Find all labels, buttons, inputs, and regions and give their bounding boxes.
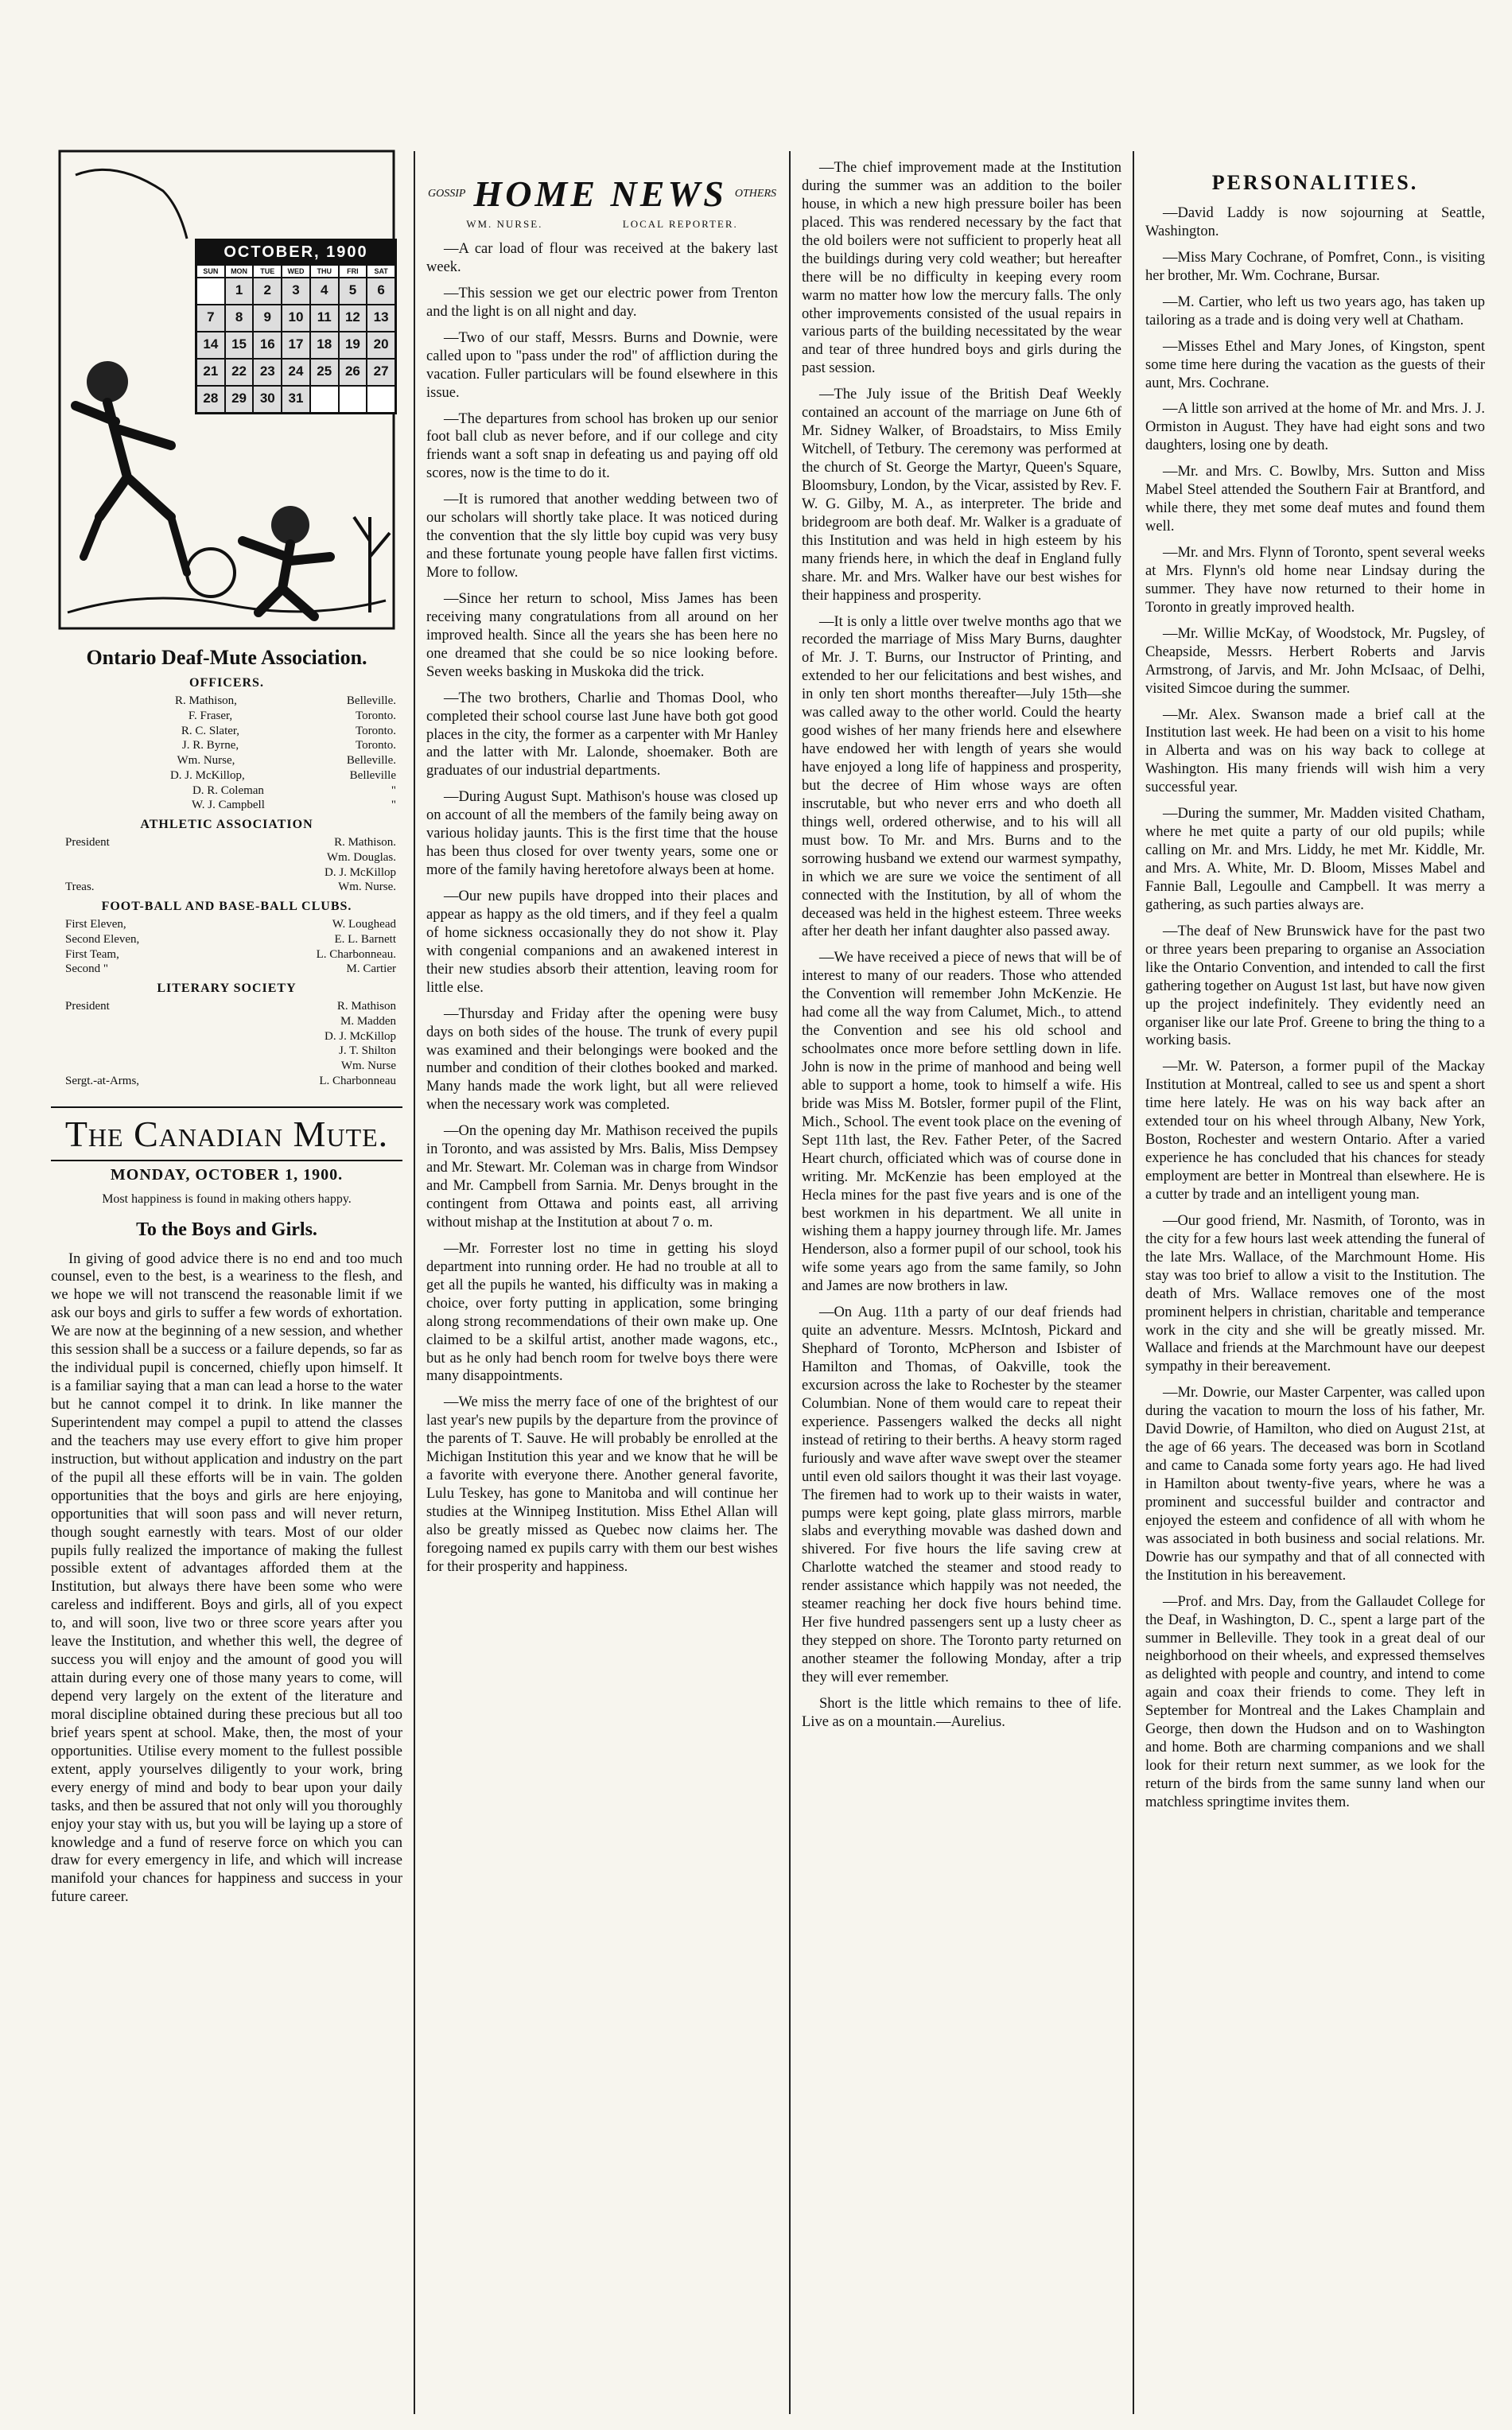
officer-role: President xyxy=(65,836,110,849)
officer-role: First Team, xyxy=(65,947,119,961)
calendar-day: 5 xyxy=(339,278,367,305)
calendar-day xyxy=(367,386,395,413)
news-item: —This session we get our electric power from Trenton and the light is on all night and day. xyxy=(426,285,778,320)
calendar-weekday: FRI xyxy=(339,265,367,278)
boys-girls-heading: To the Boys and Girls. xyxy=(136,1219,317,1240)
officer-name: R. Mathison, xyxy=(174,694,237,707)
editor-left: WM. NURSE. xyxy=(466,218,543,230)
officer-place: Toronto. xyxy=(355,739,396,752)
officer-row xyxy=(51,1059,402,1074)
officer-role: Second Eleven, xyxy=(65,932,140,946)
officer-row xyxy=(51,1074,402,1089)
news-item: —Mr. and Mrs. Flynn of Toronto, spent several weeks at Mrs. Flynn's old home near Lindsay during the summer. They have now returned to their home in Toronto in greatly improved health. xyxy=(1145,545,1485,616)
others-label: OTHERS xyxy=(734,187,777,200)
calendar-day: 15 xyxy=(225,332,254,359)
officer-name: M. Madden xyxy=(340,1014,396,1028)
officer-row xyxy=(51,835,402,850)
news-item: —The two brothers, Charlie and Thomas Dool, who completed their school course last June have both got good places in the city, the former as a carpenter with Mr Hanley and the latter with Mr. Lalonde, shoemaker. Both are graduates of our industrial departments. xyxy=(426,690,778,780)
baseball-heading: FOOT-BALL AND BASE-BALL CLUBS. xyxy=(101,900,352,913)
news-item: —M. Cartier, who left us two years ago, has taken up tailoring as a trade and is doing very well at Chatham. xyxy=(1145,294,1485,329)
calendar-day: 31 xyxy=(282,386,310,413)
column-4 xyxy=(1134,171,1496,2414)
calendar-day: 16 xyxy=(253,332,282,359)
calendar-day xyxy=(196,278,225,305)
officer-name: Wm. Douglas. xyxy=(326,850,396,864)
officer-place: " xyxy=(391,783,396,797)
officer-name: W. J. Campbell xyxy=(191,799,265,812)
officer-place: Belleville. xyxy=(346,754,396,767)
calendar-day: 12 xyxy=(339,305,367,332)
officer-row xyxy=(51,694,402,709)
calendar-day: 2 xyxy=(253,278,282,305)
column-1 xyxy=(40,143,414,2414)
personalities-heading: PERSONALITIES. xyxy=(1211,171,1419,194)
calendar-day xyxy=(310,386,339,413)
column-3 xyxy=(791,159,1133,2414)
calendar-month: OCTOBER, 1900 xyxy=(196,240,395,265)
calendar-weekday: WED xyxy=(282,265,310,278)
officer-row xyxy=(51,880,402,895)
officer-row xyxy=(51,865,402,881)
column-2 xyxy=(415,155,789,2414)
news-item: Short is the little which remains to thee of life. Live as on a mountain.—Aurelius. xyxy=(802,1695,1121,1730)
officer-place: Toronto. xyxy=(355,724,396,737)
officer-name: R. C. Slater, xyxy=(181,724,240,737)
calendar-weekday: THU xyxy=(310,265,339,278)
boys-girls-article xyxy=(51,1250,402,1907)
athletic-heading: ATHLETIC ASSOCIATION xyxy=(140,818,313,831)
calendar xyxy=(195,239,397,414)
news-item: —Mr. and Mrs. C. Bowlby, Mrs. Sutton and Miss Mabel Steel attended the Southern Fair at Brantford, and while there, they met some deaf mutes and found them well. xyxy=(1145,464,1485,535)
news-item: —Mr. Alex. Swanson made a brief call at the Institution last week. He had been on a visit to his home in Alberta and was on his way back to college at Washington. His many friends will wish him a very successful year. xyxy=(1145,706,1485,796)
calendar-day: 19 xyxy=(339,332,367,359)
news-item: —We miss the merry face of one of the brightest of our last year's new pupils by the departure from the province of the parents of T. Sauve. He will probably be enrolled at the Michigan Institution this year and we know that he will be a favorite with everyone there. Another general favorite, Lulu Teskey, has gone to Manitoba and will continue her studies at the Winnipeg Institution. Miss Ethel Allan will also be greatly missed as Quebec now claims her. The foregoing named ex pupils carry with them our best wishes for their prosperity and happiness. xyxy=(426,1394,778,1575)
news-item: —Thursday and Friday after the opening were busy days on both sides of the house. The trunk of every pupil was examined and their belongings were booked and the number and condition of their clothes booked and marked. Many hands made the work light, but all were relieved when the necessary work was completed. xyxy=(426,1005,778,1114)
news-item: —It is only a little over twelve months ago that we recorded the marriage of Miss Mary Burns, daughter of Mr. J. T. Burns, our Instructor of Printing, and extended to her our felicitations and best wishes, and in only ten short months thereafter—July 15th—she was called away to the other world. Could the hearty good wishes of her many friends here and elsewhere have endowed her with length of years she would have enjoyed a long life of happiness and prosperity, but the decree of Him whose ways are often inscrutable, but who never errs and who doeth all things well, ordered otherwise, and to his will all must bow. To Mr. and Mrs. Burns and to the sorrowing husband we extend our warmest sympathy, in which we are sure we voice the sentiment of all connected with the Institution, by all of whom the deceased was held in the highest esteem. Three weeks after her death her infant daughter also passed away. xyxy=(802,613,1121,940)
news-item: —A little son arrived at the home of Mr. and Mrs. J. J. Ormiston in August. They have had eight sons and two daughters, losing one by death. xyxy=(1145,401,1485,454)
calendar-weekday: SUN xyxy=(196,265,225,278)
news-item: —On the opening day Mr. Mathison received the pupils in Toronto, and was assisted by Mrs. Balis, Miss Dempsey and Mr. Stewart. Mr. Coleman was in charge from Windsor and Mr. Campbell from Sarnia. Mr. Denys brought in the contingent from Ottawa and points east, all arriving without mishap at the Institution at about 7 o. m. xyxy=(426,1123,778,1231)
calendar-day: 6 xyxy=(367,278,395,305)
calendar-day: 21 xyxy=(196,359,225,386)
officer-row xyxy=(51,917,402,932)
calendar-days xyxy=(196,278,395,413)
calendar-day: 28 xyxy=(196,386,225,413)
officer-name: J. R. Byrne, xyxy=(181,739,239,752)
calendar-day xyxy=(339,386,367,413)
officer-name: R. Mathison xyxy=(336,1000,396,1013)
calendar-day: 7 xyxy=(196,305,225,332)
calendar-illustration xyxy=(52,143,402,636)
news-item: —The July issue of the British Deaf Weekly contained an account of the marriage on June 6th of Mr. Sidney Walker, of Broadstairs, to Miss Emily Witchell, of Tetbury. The ceremony was performed at the church of St. George the Martyr, Queen's Square, Bloomsbury, London, by the Vicar, assisted by Rev. F. W. G. Gilby, M. A., as interpreter. The bride and bridegroom are both deaf. Mr. Walker is a graduate of this Institution and was held in high esteem by his many friends here, in which the deaf in England fully share. Mr. and Mrs. Walker have our best wishes for their happiness and prosperity. xyxy=(802,387,1121,604)
calendar-day: 13 xyxy=(367,305,395,332)
officer-row xyxy=(51,1014,402,1029)
calendar-day: 23 xyxy=(253,359,282,386)
news-item: —Mr. W. Paterson, a former pupil of the Mackay Institution at Montreal, called to see us and spent a short time here lately. He was on his way back after an extended tour on his wheel through Albany, New York, Boston, Rochester and western Ontario. After a varied experience he has concluded that his chances for steady employment are better in Montreal than elsewhere. He is a cutter by trade and an intelligent young man. xyxy=(1145,1059,1485,1203)
masthead-motto: Most happiness is found in making others happy. xyxy=(102,1192,352,1206)
officer-row xyxy=(51,932,402,947)
officer-name: L. Charbonneau. xyxy=(316,947,396,961)
officer-row xyxy=(51,850,402,865)
news-item: —Our new pupils have dropped into their places and appear as happy as the old timers, and if they feel a qualm of home sickness occasionally they do not show it. Play with congenial companions and an awakened interest in their new studies absorb their attention, leaving room for little else. xyxy=(426,888,778,996)
officer-place: Belleville. xyxy=(346,694,396,707)
officer-name: D. J. McKillop, xyxy=(169,768,245,782)
literary-list xyxy=(51,999,402,1089)
calendar-day: 18 xyxy=(310,332,339,359)
calendar-day: 17 xyxy=(282,332,310,359)
news-item: —Two of our staff, Messrs. Burns and Downie, were called upon to "pass under the rod" of affliction during the vacation. Fuller particulars will be found elsewhere in this issue. xyxy=(426,329,778,401)
officer-row xyxy=(51,1029,402,1044)
news-item: —The deaf of New Brunswick have for the past two or three years been preparing to organise an Association like the Ontario Convention, and intended to call the first gathering together on August 1st last, but have now given up the project indefinitely. They evidently need an organiser like our late Prof. Greene to bring the thing to a working basis. xyxy=(1145,923,1485,1049)
officer-name: D. R. Coleman xyxy=(192,783,264,797)
news-item: —The departures from school has broken up our senior foot ball club as never before, and if our college and city friends want a soft snap in defeating us and paying off old scores, now is the time to do it. xyxy=(426,410,778,482)
officer-name: D. J. McKillop xyxy=(325,1029,396,1043)
officer-name: R. Mathison. xyxy=(334,836,396,849)
officer-row xyxy=(51,962,402,977)
officer-role: President xyxy=(65,1000,110,1013)
baseball-list xyxy=(51,917,402,977)
calendar-day: 20 xyxy=(367,332,395,359)
calendar-day: 11 xyxy=(310,305,339,332)
news-item: —On Aug. 11th a party of our deaf friends had quite an adventure. Messrs. McIntosh, Pickard and Shephard of Toronto, McPherson and Isbister of Hamilton and Thomas, of Oakville, took the excursion across the lake to Rochester by the steamer Columbian. None of them would care to repeat their experience. Passengers walked the decks all night instead of retiring to their berths. A heavy storm raged furiously and wave after wave swept over the steamer until even old sailors thought it was their last voyage. The firemen had to work up to their waists in water, pumps were kept going, plate glass mirrors, marble slabs and everything movable was dashed down and shivered. For five hours the life saving crew at Charlotte watched the steamer and stood ready to render assistance which happily was not needed, the steamer reaching her dock five hours behind time. Her five hundred passengers sent up a lusty cheer as they stepped on shore. The Toronto party returned on another steamer the following Monday, after a trip they will ever remember. xyxy=(802,1304,1121,1685)
officer-name: Wm. Nurse, xyxy=(177,754,235,767)
calendar-day: 22 xyxy=(225,359,254,386)
home-news-banner xyxy=(426,173,778,231)
calendar-day: 10 xyxy=(282,305,310,332)
officer-name: E. L. Barnett xyxy=(334,932,396,946)
calendar-day: 1 xyxy=(225,278,254,305)
calendar-weekdays xyxy=(196,265,395,278)
officer-name: D. J. McKillop xyxy=(325,865,396,879)
officer-row xyxy=(51,753,402,768)
officer-name: Wm. Nurse. xyxy=(338,881,396,894)
news-item: —Mr. Forrester lost no time in getting his sloyd department into running order. He had no trouble at all to get all the pupils he wanted, his difficulty was in making a choice, over forty putting in application, some bringing along strong recommendations of their own make up. One claimed to be a skilful artist, another made wagons, etc., but as he only had bench room for twelve boys there were many disappointments. xyxy=(426,1240,778,1385)
officer-role: Sergt.-at-Arms, xyxy=(65,1074,140,1087)
officer-row xyxy=(51,798,402,813)
officer-name: J. T. Shilton xyxy=(339,1044,396,1058)
calendar-day: 24 xyxy=(282,359,310,386)
calendar-day: 27 xyxy=(367,359,395,386)
article-paragraph: In giving of good advice there is no end and too much counsel, even to the best, is a weariness to the flesh, and we hope we will not transcend the reasonable limit if we ask our boys and girls to suffer a few words of exhortation. We are now at the beginning of a new session, and whether this session shall be a success or a failure depends, so far as the individual pupil is concerned, chiefly upon himself. It is a familiar saying that a man can lead a horse to the water but he cannot compel it to drink. In like manner the Superintendent may compel a pupil to attend the classes and the teachers may use every effort to give him proper instruction, but without application and industry on the part of the pupil all these efforts will be in vain. The golden opportunities that the boys and girls are here enjoying, opportunities that will soon pass and will never return, though sought earnestly with tears. Most of our older pupils fully realized the importance of making the fullest possible extent of advantages afforded them at the Institution, but always there have been some who were careless and indifferent. Boys and girls, all of you expect to, and will soon, live two or three score years after you leave the Institution, and whether this well, the degree of success you will enjoy and the amount of good you will attain during every one of those many years to come, will depend very largely on the extent of the literature and moral discipline obtained during these precious but all too brief years spent at school. Make, then, the most of your opportunities. Utilise every moment to the fullest possible extent, apply yourselves diligently to your work, bring every energy of mind and body to bear upon your daily tasks, and then be assured that not only will you thoroughly enjoy your stay with us, but you will be laying up a store of knowledge and a fund of reserve force on which you can draw for every emergency in life, and which will increase manifold your chances for happiness and success in your future career. xyxy=(51,1250,402,1906)
news-item: —Prof. and Mrs. Day, from the Gallaudet College for the Deaf, in Washington, D. C., spent a large part of the summer in Belleville. They took in a great deal of our neighborhood on their wheels, and expressed themselves as delighted with people and country, and intend to come again and coax their friends to come. They left in September for Montreal and the Lakes Champlain and George, then down the Hudson and on to Washington and home. Both are charming companions and we shall look for their return next summer, as we look for the return of the birds from the same sunny land when our matchless springtime invites them. xyxy=(1145,1593,1485,1810)
officer-name: Wm. Nurse xyxy=(340,1059,396,1072)
calendar-day: 26 xyxy=(339,359,367,386)
personalities-list xyxy=(1145,204,1485,1812)
calendar-weekday: SAT xyxy=(367,265,395,278)
news-item: —It is rumored that another wedding between two of our scholars will shortly take place. It was noticed during the convention that the sly little boy cupid was very busy and these fortunate young people have fallen first victims. More to follow. xyxy=(426,492,778,581)
news-item: —Since her return to school, Miss James has been receiving many congratulations from all around on her improved health. Since all the years she has been here no one dreamed that she could be so nice looking before. Seven weeks basking in Muskoka did the trick. xyxy=(426,590,778,680)
officer-name: M. Cartier xyxy=(346,962,396,976)
officer-place: Toronto. xyxy=(355,709,396,722)
calendar-day: 14 xyxy=(196,332,225,359)
editor-right: LOCAL REPORTER. xyxy=(622,218,738,230)
officer-row xyxy=(51,738,402,753)
calendar-day: 29 xyxy=(225,386,254,413)
news-item: —During August Supt. Mathison's house was closed up on account of all the members of the family being away on various holiday jaunts. This is the first time that the house has been thus closed for over twenty years, some one or more of the family having heretofore always been at home. xyxy=(426,789,778,879)
officers-list xyxy=(51,694,402,813)
home-news-list xyxy=(426,240,778,1577)
association-title: Ontario Deaf-Mute Association. xyxy=(86,646,367,669)
officer-role: Treas. xyxy=(65,881,95,894)
officer-row xyxy=(51,724,402,739)
news-item: —Miss Mary Cochrane, of Pomfret, Conn., is visiting her brother, Mr. Wm. Cochrane, Bursar. xyxy=(1145,249,1485,284)
officer-name: W. Loughead xyxy=(332,918,396,931)
athletic-list xyxy=(51,835,402,895)
calendar-day: 8 xyxy=(225,305,254,332)
masthead-title: The Canadian Mute. xyxy=(51,1106,402,1161)
officer-row xyxy=(51,947,402,962)
officer-row xyxy=(51,783,402,799)
calendar-weekday: TUE xyxy=(253,265,282,278)
calendar-day: 3 xyxy=(282,278,310,305)
news-item: —Mr. Willie McKay, of Woodstock, Mr. Pugsley, of Cheapside, Messrs. Herbert Roberts and Jarvis Armstrong, of Jarvis, and Mr. John McIsaac, of Delhi, visited Simcoe during the summer. xyxy=(1145,625,1485,697)
officer-role: First Eleven, xyxy=(65,918,126,931)
news-item: —Our good friend, Mr. Nasmith, of Toronto, was in the city for a few hours last week attending the funeral of the late Mrs. Wallace, of the Marchmount Home. His stay was too brief to allow a visit to the Institution. The death of Mrs. Wallace removes one of the most prominent helpers in christian, charitable and temperance work in the city and she will be greatly missed. Mr. Wallace and friends at the Marchmount have our deepest sympathy in their bereavement. xyxy=(1145,1212,1485,1375)
officer-row xyxy=(51,709,402,724)
calendar-day: 4 xyxy=(310,278,339,305)
home-news-title: HOME NEWS xyxy=(473,173,727,214)
calendar-day: 9 xyxy=(253,305,282,332)
officers-block xyxy=(51,676,402,1089)
calendar-day: 25 xyxy=(310,359,339,386)
news-item: —The chief improvement made at the Institution during the summer was an addition to the boiler house, in which a new high pressure boiler has been placed. This was rendered necessary by the fact that the old boilers were not sufficient to properly heat all the buildings during very cold weather; but hereafter there will be no difficulty in keeping every room warm no matter how low the mercury falls. The only other improvements consisted of the usual repairs in various parts of the building necessitated by the wear and tear of three hundred boys and girls during the past session. xyxy=(802,160,1121,377)
officer-name: L. Charbonneau xyxy=(319,1074,396,1087)
news-item: —David Laddy is now sojourning at Seattle, Washington. xyxy=(1145,205,1485,239)
officer-role: Second " xyxy=(65,962,109,976)
officer-place: " xyxy=(391,799,396,812)
gossip-label: GOSSIP xyxy=(427,187,466,200)
calendar-day: 30 xyxy=(253,386,282,413)
literary-heading: LITERARY SOCIETY xyxy=(157,982,297,995)
news-item: —During the summer, Mr. Madden visited Chatham, where he met quite a party of our old pupils; while calling on Mr. and Mrs. Liddy, he met Mr. Kiddle, Mr. and Mrs. A. White, Mr. D. Bloom, Misses Mabel and Fannie Ball, Legoulle and Campbell. It was merry a gathering, as such parties always are. xyxy=(1145,806,1485,913)
news-item: —Mr. Dowrie, our Master Carpenter, was called upon during the vacation to mourn the loss of his father, Mr. David Dowrie, of Hamilton, who died on August 21st, at the age of 66 years. The deceased was born in Scotland and came to Canada some forty years ago. He had lived in Hamilton about twenty-five years, where he was a prominent and successful builder and contractor and enjoyed the esteem and confidence of all with whom he was associated in both business and social relations. Mr. Dowrie has our sympathy and that of all connected with the Institution in his bereavement. xyxy=(1145,1385,1485,1584)
column-3-list xyxy=(802,159,1121,1732)
news-item: —A car load of flour was received at the bakery last week. xyxy=(426,241,778,275)
officer-place: Belleville xyxy=(349,768,396,782)
officer-row xyxy=(51,999,402,1014)
news-item: —We have received a piece of news that will be of interest to many of our readers. Those who attended the Convention will remember John McKenzie. He had come all the way from Calumet, Mich., to attend the Convention and see his old school and schoolmates once more before settling down in life. John is now in the prime of manhood and being well able to support a home, took to himself a wife. His bride was Miss M. Botsler, former pupil of the Flint, Mich., School. The event took place on the evening of Sept 11th last, the Rev. Father Peter, of the Sacred Heart church, officiated which was of course done in writing. Mr. McKenzie has been employed at the Hecla mines for the past five years and is one of the best workmen in his department. We all unite in wishing them a happy journey through life. Mr. James Henderson, also a former pupil of our school, took his wife some years ago from the same family, so John and James are now brothers in law. xyxy=(802,950,1121,1295)
officer-row xyxy=(51,1044,402,1059)
news-item: —Misses Ethel and Mary Jones, of Kingston, spent some time here during the vacation as the guests of their aunt, Mrs. Cochrane. xyxy=(1145,338,1485,391)
officer-row xyxy=(51,768,402,783)
officer-name: F. Fraser, xyxy=(188,709,233,722)
calendar-weekday: MON xyxy=(225,265,254,278)
officers-heading: OFFICERS. xyxy=(189,676,264,690)
masthead-date: MONDAY, OCTOBER 1, 1900. xyxy=(110,1165,344,1184)
